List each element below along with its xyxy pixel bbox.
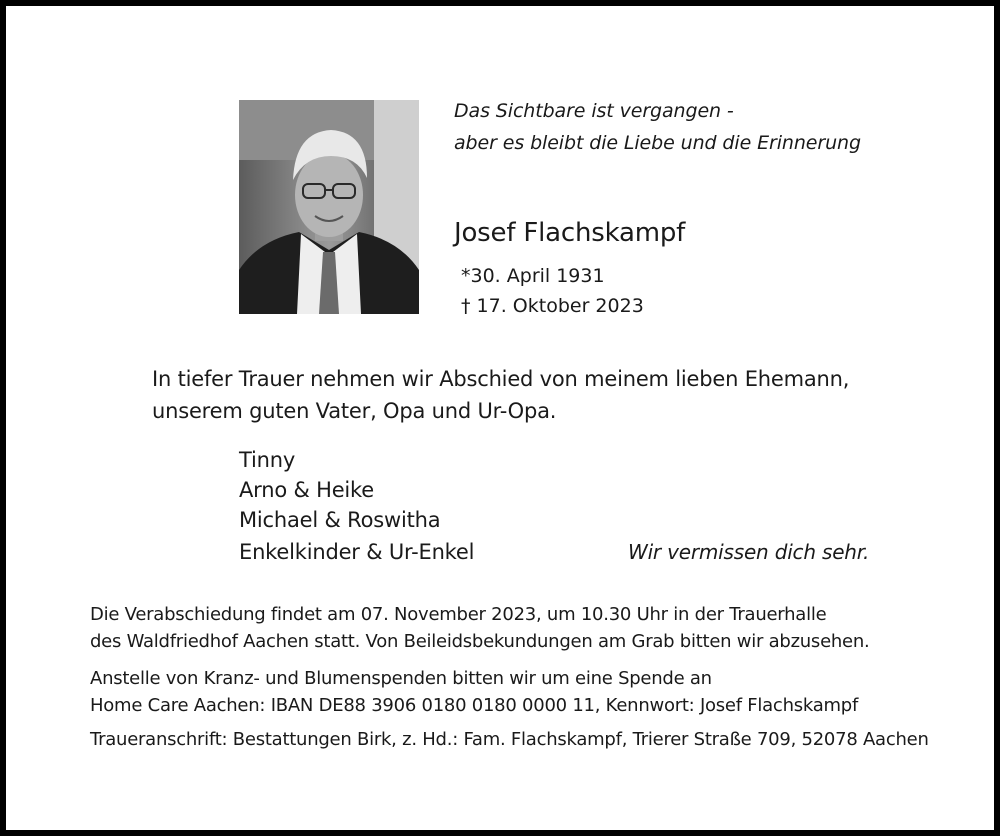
intro-line-2: unserem guten Vater, Opa und Ur-Opa.	[152, 399, 557, 423]
ceremony-line-1: Die Verabschiedung findet am 07. November 2023, um 10.30 Uhr in der Trauerhalle	[90, 604, 827, 625]
mourning-address: Traueranschrift: Bestattungen Birk, z. Hd.: Fam. Flachskampf, Trierer Straße 709, 52078 Aachen	[90, 729, 929, 750]
mourner-name: Arno & Heike	[239, 478, 374, 502]
donation-line-2: Home Care Aachen: IBAN DE88 3906 0180 0180 0000 11, Kennwort: Josef Flachskampf	[90, 695, 859, 716]
deceased-name: Josef Flachskampf	[454, 218, 686, 248]
portrait-illustration	[239, 100, 419, 314]
motto-line-1: Das Sichtbare ist vergangen -	[454, 100, 734, 122]
birth-date: *30. April 1931	[461, 265, 605, 287]
intro-line-1: In tiefer Trauer nehmen wir Abschied von meinem lieben Ehemann,	[152, 367, 850, 391]
mourner-name: Michael & Roswitha	[239, 508, 441, 532]
mourner-name: Tinny	[239, 448, 296, 472]
mourner-name: Enkelkinder & Ur-Enkel	[239, 540, 475, 564]
portrait-photo	[239, 100, 419, 314]
motto-line-2: aber es bleibt die Liebe und die Erinnerung	[454, 132, 861, 154]
ceremony-line-2: des Waldfriedhof Aachen statt. Von Beileidsbekundungen am Grab bitten wir abzusehen.	[90, 631, 870, 652]
donation-line-1: Anstelle von Kranz- und Blumenspenden bitten wir um eine Spende an	[90, 668, 712, 689]
death-date: † 17. Oktober 2023	[461, 295, 644, 317]
closing-line: Wir vermissen dich sehr.	[628, 540, 870, 564]
